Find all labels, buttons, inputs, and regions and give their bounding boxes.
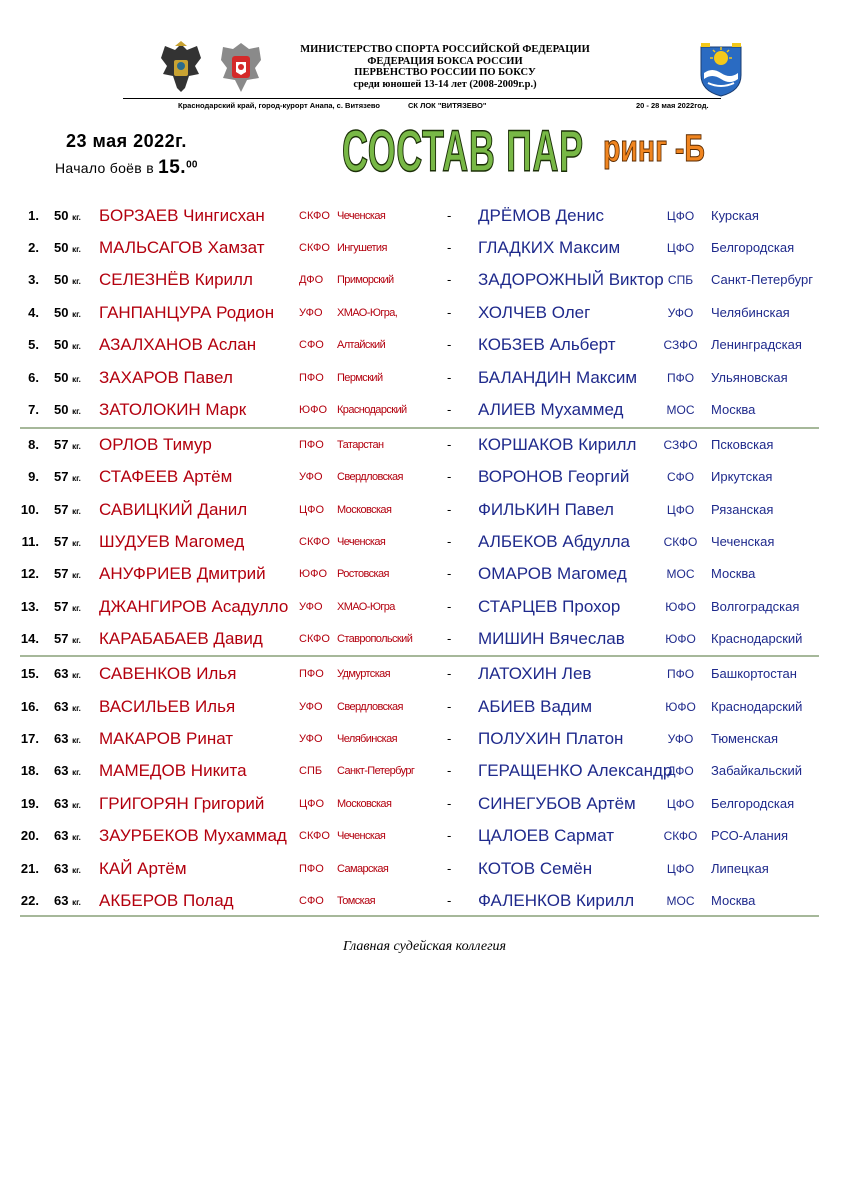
- weight-class: [54, 362, 81, 396]
- pair-row: [0, 461, 849, 493]
- blue-corner-region: Курская: [711, 208, 759, 223]
- red-corner-name: АКБЕРОВ Полад: [99, 891, 234, 910]
- blue-corner-name: ВОРОНОВ Георгий: [478, 467, 630, 486]
- blue-corner-region: Краснодарский: [711, 631, 803, 646]
- blue-corner-district: СЗФО: [663, 338, 698, 352]
- blue-corner-region: Чеченская: [711, 534, 775, 549]
- pair-separator: -: [447, 469, 452, 484]
- pair-number: 12.: [20, 566, 39, 581]
- blue-corner-region: Башкортостан: [711, 666, 797, 681]
- pair-separator: -: [447, 861, 452, 876]
- red-corner-name: СТАФЕЕВ Артём: [99, 467, 233, 486]
- blue-corner-district: ПФО: [666, 667, 695, 681]
- weight-unit: кг.: [72, 636, 81, 645]
- weight-value: 63: [54, 893, 69, 908]
- weight-unit: кг.: [72, 898, 81, 907]
- weight-value: 50: [54, 208, 69, 223]
- pair-separator: -: [447, 437, 452, 452]
- blue-corner-name: БАЛАНДИН Максим: [478, 368, 638, 387]
- weight-class: [54, 232, 81, 266]
- pair-number: 18.: [20, 763, 39, 778]
- pair-row: [0, 558, 849, 590]
- pair-separator: -: [447, 208, 452, 223]
- pair-row: [0, 200, 849, 232]
- blue-corner-district: СЗФО: [663, 438, 698, 452]
- red-corner-name: МАМЕДОВ Никита: [99, 761, 247, 780]
- red-corner-region: Удмуртская: [337, 668, 391, 680]
- red-corner-district: СКФО: [299, 242, 330, 254]
- red-corner-district: УФО: [299, 601, 323, 613]
- pair-row: [0, 755, 849, 787]
- blue-corner-district: ЦФО: [666, 797, 695, 811]
- red-corner-name: БОРЗАЕВ Чингисхан: [99, 206, 265, 225]
- blue-corner-name: ДРЁМОВ Денис: [478, 206, 604, 225]
- red-corner-district: СКФО: [299, 830, 330, 842]
- weight-value: 57: [54, 534, 69, 549]
- red-corner-name: ВАСИЛЬЕВ Илья: [99, 697, 236, 716]
- red-corner-name: ЗАТОЛОКИН Марк: [99, 400, 247, 419]
- red-corner-region: Чеченская: [337, 830, 386, 842]
- red-corner-district: УФО: [299, 307, 323, 319]
- venue-text: СК ЛОК "ВИТЯЗЕВО": [408, 101, 487, 110]
- red-corner-district: ПФО: [299, 668, 324, 680]
- red-corner-name: АНУФРИЕВ Дмитрий: [99, 564, 266, 583]
- red-corner-region: Приморский: [337, 274, 394, 286]
- blue-corner-name: ГЛАДКИХ Максим: [478, 238, 621, 257]
- pair-number: 4.: [28, 305, 39, 320]
- blue-corner-district: МОС: [666, 567, 695, 581]
- red-corner-region: Томская: [337, 895, 375, 907]
- pair-number: 8.: [28, 437, 39, 452]
- pair-separator: -: [447, 893, 452, 908]
- weight-value: 63: [54, 699, 69, 714]
- weight-unit: кг.: [72, 539, 81, 548]
- red-corner-district: СФО: [299, 895, 324, 907]
- start-minutes: 00: [186, 159, 198, 171]
- org-line-championship: ПЕРВЕНСТВО РОССИИ ПО БОКСУ: [354, 67, 536, 78]
- pair-separator: -: [447, 763, 452, 778]
- weight-class: [54, 394, 81, 428]
- weight-unit: кг.: [72, 310, 81, 319]
- red-corner-name: САВЕНКОВ Илья: [99, 664, 237, 683]
- red-corner-district: СКФО: [299, 536, 330, 548]
- weight-class: [54, 853, 81, 887]
- blue-corner-district: УФО: [667, 306, 694, 320]
- red-corner-region: Московская: [337, 504, 392, 516]
- red-corner-region: Ставропольский: [337, 633, 413, 645]
- blue-corner-name: КОБЗЕВ Альберт: [478, 335, 616, 354]
- weight-unit: кг.: [72, 833, 81, 842]
- weight-value: 50: [54, 272, 69, 287]
- red-corner-district: ЮФО: [299, 568, 328, 580]
- blue-corner-name: ФИЛЬКИН Павел: [478, 500, 614, 519]
- blue-corner-region: Белгородская: [711, 240, 795, 255]
- red-corner-name: КАЙ Артём: [99, 859, 187, 878]
- red-corner-district: ЮФО: [299, 404, 328, 416]
- weight-unit: кг.: [72, 474, 81, 483]
- pair-separator: -: [447, 731, 452, 746]
- pair-row: [0, 232, 849, 264]
- weight-unit: кг.: [72, 245, 81, 254]
- red-corner-district: ЦФО: [299, 504, 325, 516]
- pair-number: 22.: [20, 893, 39, 908]
- pair-number: 5.: [28, 337, 39, 352]
- pair-separator: -: [447, 402, 452, 417]
- pair-row: [0, 362, 849, 394]
- red-corner-region: Свердловская: [337, 471, 403, 483]
- blue-corner-name: ЦАЛОЕВ Сармат: [478, 826, 614, 845]
- pair-number: 19.: [20, 796, 39, 811]
- weight-value: 50: [54, 402, 69, 417]
- blue-corner-district: ЮФО: [665, 600, 696, 614]
- pair-row: [0, 853, 849, 885]
- organization-header: [280, 44, 610, 90]
- footer-signature: Главная судейская коллегия: [342, 939, 507, 954]
- red-corner-name: ГРИГОРЯН Григорий: [99, 794, 265, 813]
- pair-row: [0, 623, 849, 655]
- blue-corner-region: Липецкая: [711, 861, 769, 876]
- blue-corner-district: ДФО: [667, 764, 694, 778]
- weight-value: 63: [54, 666, 69, 681]
- red-corner-region: Татарстан: [337, 439, 384, 451]
- weight-class: [54, 297, 81, 331]
- weight-value: 50: [54, 305, 69, 320]
- pair-number: 9.: [28, 469, 39, 484]
- pair-row: [0, 691, 849, 723]
- red-corner-name: АЗАЛХАНОВ Аслан: [99, 335, 257, 354]
- weight-value: 63: [54, 731, 69, 746]
- pair-row: [0, 723, 849, 755]
- weight-value: 63: [54, 763, 69, 778]
- ring-label: ринг -Б: [603, 128, 705, 170]
- blue-corner-region: Челябинская: [711, 305, 790, 320]
- red-corner-region: Санкт-Петербург: [337, 765, 415, 777]
- red-corner-region: Ингушетия: [337, 242, 387, 254]
- header-logos: [157, 40, 267, 96]
- blue-corner-region: Забайкальский: [711, 763, 802, 778]
- list-end-divider: [20, 915, 819, 917]
- pair-separator: -: [447, 796, 452, 811]
- weight-class: [54, 429, 81, 463]
- blue-corner-name: СТАРЦЕВ Прохор: [478, 597, 621, 616]
- pair-row: [0, 429, 849, 461]
- red-corner-name: ШУДУЕВ Магомед: [99, 532, 245, 551]
- weight-class: [54, 623, 81, 657]
- blue-corner-name: ФАЛЕНКОВ Кирилл: [478, 891, 635, 910]
- weight-class: [54, 329, 81, 363]
- blue-corner-name: ПОЛУХИН Платон: [478, 729, 624, 748]
- red-corner-region: Ростовская: [337, 568, 389, 580]
- weight-unit: кг.: [72, 213, 81, 222]
- weight-class: [54, 755, 81, 789]
- blue-corner-name: АБИЕВ Вадим: [478, 697, 593, 716]
- blue-corner-district: СФО: [666, 470, 695, 484]
- weight-class: [54, 591, 81, 625]
- pair-row: [0, 297, 849, 329]
- pair-separator: -: [447, 828, 452, 843]
- weight-class: [54, 820, 81, 854]
- red-corner-name: ОРЛОВ Тимур: [99, 435, 212, 454]
- pair-separator: -: [447, 534, 452, 549]
- pair-number: 15.: [20, 666, 39, 681]
- weight-class: [54, 200, 81, 234]
- blue-corner-region: Иркутская: [711, 469, 773, 484]
- red-corner-district: УФО: [299, 733, 323, 745]
- pair-row: [0, 264, 849, 296]
- blue-corner-region: РСО-Алания: [711, 828, 789, 843]
- blue-corner-district: УФО: [667, 732, 694, 746]
- pair-separator: -: [447, 502, 452, 517]
- page-title: СОСТАВ ПАР: [342, 119, 584, 184]
- red-corner-district: СКФО: [299, 210, 330, 222]
- pair-number: 21.: [20, 861, 39, 876]
- red-corner-district: УФО: [299, 701, 323, 713]
- pair-number: 14.: [20, 631, 39, 646]
- pair-separator: -: [447, 337, 452, 352]
- blue-corner-district: ЮФО: [665, 700, 696, 714]
- red-corner-district: ПФО: [299, 439, 324, 451]
- pair-separator: -: [447, 370, 452, 385]
- blue-corner-district: ЦФО: [666, 503, 695, 517]
- blue-corner-region: Белгородская: [711, 796, 795, 811]
- weight-unit: кг.: [72, 704, 81, 713]
- weight-unit: кг.: [72, 866, 81, 875]
- blue-corner-name: КОРШАКОВ Кирилл: [478, 435, 637, 454]
- pair-row: [0, 788, 849, 820]
- red-corner-name: ДЖАНГИРОВ Асадулло: [99, 597, 289, 616]
- red-corner-district: СКФО: [299, 633, 330, 645]
- weight-value: 57: [54, 599, 69, 614]
- org-line-age-group: среди юношей 13-14 лет (2008-2009г.р.): [353, 78, 537, 90]
- weight-unit: кг.: [72, 604, 81, 613]
- blue-corner-district: СПБ: [667, 273, 694, 287]
- red-corner-name: ГАНПАНЦУРА Родион: [99, 303, 275, 322]
- pair-row: [0, 658, 849, 690]
- blue-corner-name: СИНЕГУБОВ Артём: [478, 794, 636, 813]
- blue-corner-name: КОТОВ Семён: [478, 859, 593, 878]
- pair-row: [0, 329, 849, 361]
- weight-unit: кг.: [72, 507, 81, 516]
- red-corner-name: ЗАУРБЕКОВ Мухаммад: [99, 826, 287, 845]
- weight-unit: кг.: [72, 342, 81, 351]
- blue-corner-region: Москва: [711, 402, 756, 417]
- blue-corner-district: ЮФО: [665, 632, 696, 646]
- pair-separator: -: [447, 599, 452, 614]
- blue-corner-region: Ульяновская: [711, 370, 788, 385]
- pair-row: [0, 394, 849, 426]
- blue-corner-region: Тюменская: [711, 731, 779, 746]
- pair-number: 6.: [28, 370, 39, 385]
- location-text: Краснодарский край, город-курорт Анапа, с. Витязево: [178, 101, 380, 110]
- pair-number: 17.: [20, 731, 39, 746]
- red-corner-region: Алтайский: [337, 339, 386, 351]
- header-divider: [123, 98, 721, 99]
- blue-corner-district: ЦФО: [666, 241, 695, 255]
- red-corner-region: ХМАО-Югра,: [337, 307, 398, 319]
- pair-number: 3.: [28, 272, 39, 287]
- event-dates: 20 - 28 мая 2022год.: [636, 101, 709, 110]
- red-corner-district: ПФО: [299, 863, 324, 875]
- blue-corner-region: Ленинградская: [711, 337, 802, 352]
- blue-corner-region: Москва: [711, 893, 756, 908]
- red-corner-region: Самарская: [337, 863, 389, 875]
- pair-number: 2.: [28, 240, 39, 255]
- blue-corner-district: МОС: [666, 403, 695, 417]
- org-line-ministry: МИНИСТЕРСТВО СПОРТА РОССИЙСКОЙ ФЕДЕРАЦИИ: [300, 44, 590, 55]
- pair-number: 7.: [28, 402, 39, 417]
- pair-separator: -: [447, 240, 452, 255]
- weight-class: [54, 264, 81, 298]
- blue-corner-name: АЛБЕКОВ Абдулла: [478, 532, 631, 551]
- red-corner-district: СФО: [299, 339, 324, 351]
- weight-class: [54, 494, 81, 528]
- weight-class: [54, 526, 81, 560]
- blue-corner-region: Краснодарский: [711, 699, 803, 714]
- weight-value: 63: [54, 828, 69, 843]
- red-corner-region: Пермский: [337, 372, 383, 384]
- blue-corner-district: СКФО: [663, 535, 698, 549]
- blue-corner-district: ЦФО: [666, 862, 695, 876]
- start-hour: 15.: [158, 157, 187, 178]
- red-corner-name: КАРАБАБАЕВ Давид: [99, 629, 263, 648]
- red-corner-district: ДФО: [299, 274, 324, 286]
- blue-corner-region: Рязанская: [711, 502, 774, 517]
- weight-class: [54, 691, 81, 725]
- red-corner-name: МАЛЬСАГОВ Хамзат: [99, 238, 265, 257]
- blue-corner-district: ПФО: [666, 371, 695, 385]
- bout-date: 23 мая 2022г.: [66, 131, 187, 151]
- weight-class: [54, 658, 81, 692]
- pair-separator: -: [447, 305, 452, 320]
- pair-separator: -: [447, 666, 452, 681]
- pair-separator: -: [447, 631, 452, 646]
- red-corner-name: МАКАРОВ Ринат: [99, 729, 234, 748]
- red-corner-name: СЕЛЕЗНЁВ Кирилл: [99, 270, 253, 289]
- red-corner-region: Чеченская: [337, 210, 386, 222]
- weight-value: 63: [54, 861, 69, 876]
- weight-value: 50: [54, 240, 69, 255]
- start-time: [55, 157, 198, 179]
- pair-row: [0, 494, 849, 526]
- weight-class: [54, 461, 81, 495]
- pair-row: [0, 885, 849, 917]
- red-corner-district: ЦФО: [299, 798, 325, 810]
- red-corner-name: САВИЦКИЙ Данил: [99, 500, 248, 519]
- weight-class: [54, 788, 81, 822]
- weight-divider: [20, 427, 819, 429]
- blue-corner-region: Москва: [711, 566, 756, 581]
- anapa-coat-of-arms-icon: [698, 41, 744, 97]
- pair-number: 20.: [20, 828, 39, 843]
- pair-number: 13.: [20, 599, 39, 614]
- blue-corner-region: Волгоградская: [711, 599, 800, 614]
- blue-corner-region: Псковская: [711, 437, 774, 452]
- blue-corner-name: АЛИЕВ Мухаммед: [478, 400, 624, 419]
- pair-separator: -: [447, 699, 452, 714]
- red-corner-district: УФО: [299, 471, 323, 483]
- weight-value: 57: [54, 437, 69, 452]
- weight-value: 50: [54, 370, 69, 385]
- red-corner-region: Чеченская: [337, 536, 386, 548]
- pair-number: 10.: [20, 502, 39, 517]
- blue-corner-name: ГЕРАЩЕНКО Александр: [478, 761, 673, 780]
- org-line-federation: ФЕДЕРАЦИЯ БОКСА РОССИИ: [367, 55, 523, 67]
- red-corner-region: Челябинская: [337, 733, 398, 745]
- pair-row: [0, 591, 849, 623]
- weight-divider: [20, 655, 819, 657]
- red-corner-region: Московская: [337, 798, 392, 810]
- pair-separator: -: [447, 272, 452, 287]
- red-corner-name: ЗАХАРОВ Павел: [99, 368, 233, 387]
- weight-value: 57: [54, 502, 69, 517]
- red-corner-region: ХМАО-Югра: [337, 601, 395, 613]
- weight-unit: кг.: [72, 442, 81, 451]
- weight-class: [54, 558, 81, 592]
- weight-unit: кг.: [72, 801, 81, 810]
- start-label: Начало боёв в: [55, 160, 154, 176]
- weight-value: 63: [54, 796, 69, 811]
- russian-eagle-emblem-icon: [157, 40, 205, 94]
- pair-separator: -: [447, 566, 452, 581]
- weight-unit: кг.: [72, 736, 81, 745]
- weight-unit: кг.: [72, 407, 81, 416]
- weight-value: 57: [54, 566, 69, 581]
- weight-unit: кг.: [72, 768, 81, 777]
- weight-value: 50: [54, 337, 69, 352]
- pair-number: 11.: [21, 534, 39, 549]
- pair-number: 1.: [28, 208, 39, 223]
- weight-class: [54, 723, 81, 757]
- red-corner-region: Краснодарский: [337, 404, 407, 416]
- boxing-federation-emblem-icon: [217, 40, 265, 94]
- red-corner-district: СПБ: [299, 765, 323, 777]
- weight-unit: кг.: [72, 277, 81, 286]
- weight-unit: кг.: [72, 375, 81, 384]
- blue-corner-name: ОМАРОВ Магомед: [478, 564, 627, 583]
- blue-corner-name: ЛАТОХИН Лев: [478, 664, 592, 683]
- weight-value: 57: [54, 469, 69, 484]
- blue-corner-name: ХОЛЧЕВ Олег: [478, 303, 591, 322]
- weight-unit: кг.: [72, 571, 81, 580]
- weight-unit: кг.: [72, 671, 81, 680]
- weight-class: [54, 885, 81, 919]
- blue-corner-name: МИШИН Вячеслав: [478, 629, 625, 648]
- blue-corner-district: МОС: [666, 894, 695, 908]
- pair-number: 16.: [20, 699, 39, 714]
- blue-corner-region: Санкт-Петербург: [711, 272, 813, 287]
- blue-corner-district: ЦФО: [666, 209, 695, 223]
- blue-corner-name: ЗАДОРОЖНЫЙ Виктор: [478, 270, 664, 289]
- pair-row: [0, 820, 849, 852]
- red-corner-district: ПФО: [299, 372, 324, 384]
- pair-row: [0, 526, 849, 558]
- weight-value: 57: [54, 631, 69, 646]
- blue-corner-district: СКФО: [663, 829, 698, 843]
- red-corner-region: Свердловская: [337, 701, 403, 713]
